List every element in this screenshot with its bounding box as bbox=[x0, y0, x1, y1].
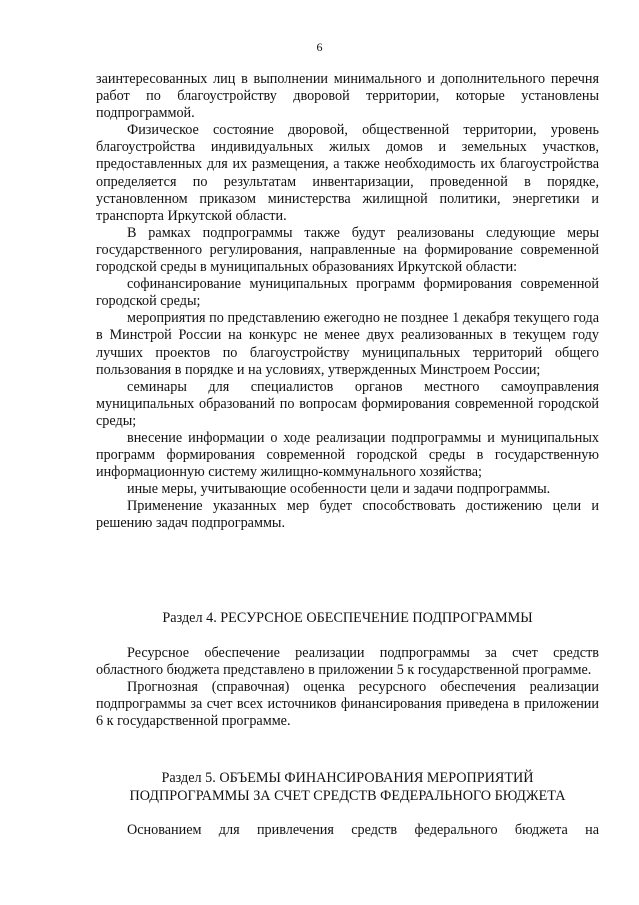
paragraph-regulation-measures: В рамках подпрограммы также будут реализованы следующие меры государственного регулирования, направленные на формирование современной городской среды в муниципальных образованиях Иркутской области: bbox=[96, 224, 599, 276]
list-item-cofinancing: софинансирование муниципальных программ формирования современной городской среды; bbox=[96, 276, 599, 310]
section-5-heading-line-1: Раздел 5. ОБЪЕМЫ ФИНАНСИРОВАНИЯ МЕРОПРИЯТИЙ bbox=[161, 770, 534, 786]
body-text-block bbox=[96, 71, 599, 533]
paragraph-federal-funding: Основанием для привлечения средств федерального бюджета на bbox=[127, 822, 599, 838]
list-item-contest-projects: мероприятия по представлению ежегодно не позднее 1 декабря текущего года в Минстрой России на конкурс не менее двух реализованных в текущем году лучших проектов по благоустройству муниципальных территорий общего пользования в порядке и на условиях, утвержденных Минстроем России; bbox=[96, 310, 599, 378]
list-item-other-measures: иные меры, учитывающие особенности цели и задачи подпрограммы. bbox=[127, 481, 551, 498]
section-4-text bbox=[96, 645, 599, 730]
list-item-seminars: семинары для специалистов органов местного самоуправления муниципальных образований по вопросам формирования современной городской среды; bbox=[96, 378, 599, 429]
section-4-heading: Раздел 4. РЕСУРСНОЕ ОБЕСПЕЧЕНИЕ ПОДПРОГРАММЫ bbox=[162, 610, 533, 626]
list-item-information-system: внесение информации о ходе реализации подпрограммы и муниципальных программ формирования современной городской среды в государственную информационную систему жилищно-коммунального хозяйства; bbox=[96, 429, 599, 481]
paragraph-application: Применение указанных мер будет способствовать достижению цели и решению задач подпрограммы. bbox=[96, 498, 599, 532]
section-5-heading-line-2: ПОДПРОГРАММЫ ЗА СЧЕТ СРЕДСТВ ФЕДЕРАЛЬНОГО БЮДЖЕТА bbox=[129, 788, 566, 804]
paragraph-physical-condition: Физическое состояние дворовой, общественной территории, уровень благоустройства индивидуальных жилых домов и земельных участков, предоставленных для их размещения, а также необходимость их благоустройства определяется по результатам инвентаризации, проведенной в порядке, установленном приказом министерства жилищной политики, энергетики и транспорта Иркутской области. bbox=[96, 122, 599, 224]
page-number: 6 bbox=[316, 40, 323, 54]
paragraph-forecast-estimate: Прогнозная (справочная) оценка ресурсного обеспечения реализации подпрограммы за счет всех источников финансирования приведена в приложении 6 к государственной программе. bbox=[96, 679, 599, 730]
paragraph-resource-support: Ресурсное обеспечение реализации подпрограммы за счет средств областного бюджета представлено в приложении 5 к государственной программе. bbox=[96, 645, 599, 679]
paragraph-continuation: заинтересованных лиц в выполнении минимального и дополнительного перечня работ по благоустройству дворовой территории, которые установлены подпрограммой. bbox=[96, 71, 599, 122]
section-5-text bbox=[96, 822, 599, 839]
